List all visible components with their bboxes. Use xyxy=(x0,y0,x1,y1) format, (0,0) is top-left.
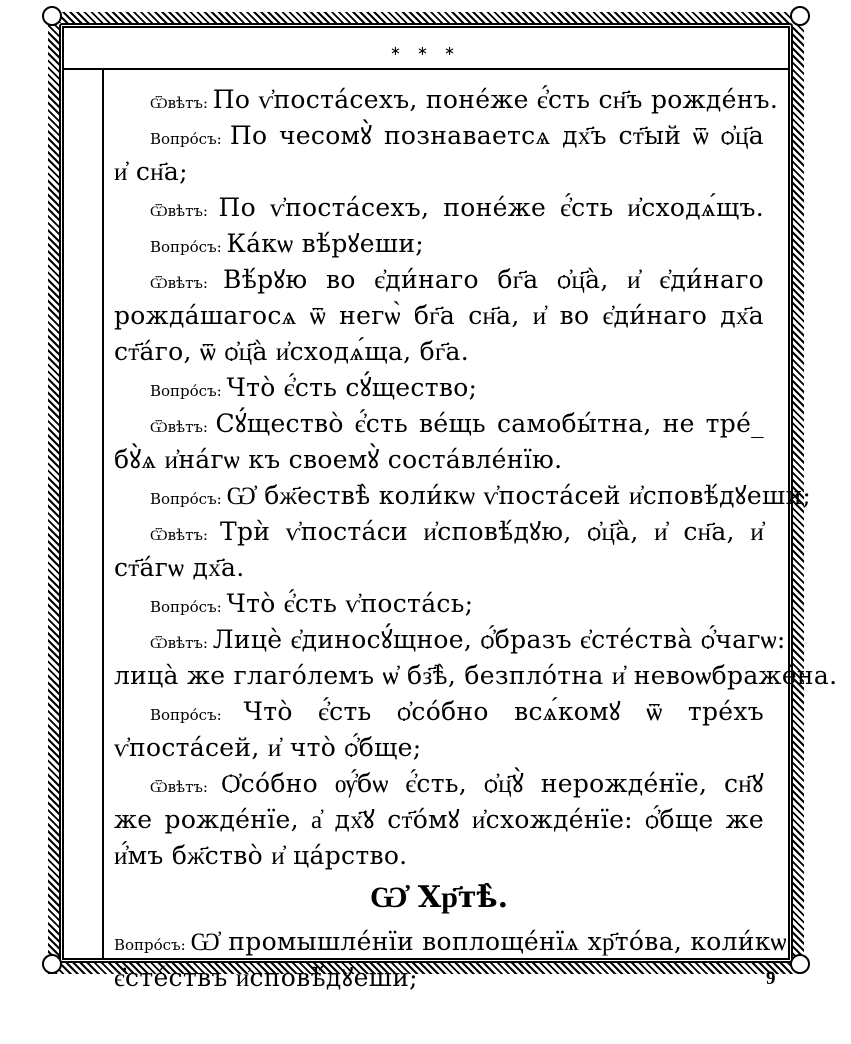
question-label: Вопро́съ: xyxy=(150,706,244,724)
corner-ornament-top-left xyxy=(42,6,62,26)
question-label: Вопро́съ: xyxy=(150,130,230,148)
line-text: є҆сте́ствъ и҆сповѣ́дꙋеши; xyxy=(114,963,418,992)
answer-label: Ѿвѣтъ: xyxy=(150,526,221,544)
line-text: бꙋ̀ѧ и҆на́гѡ къ своемꙋ̀ соста́вле́нїю. xyxy=(114,445,563,474)
text-line xyxy=(114,766,764,802)
line-text: же рожде́нїе, а҆ дх҃ꙋ ст҃о́мꙋ и҆схожде́нїе: ѻ҆́бще же xyxy=(114,805,764,834)
question-label: Вопро́съ: xyxy=(150,238,227,256)
line-text: и҆ сн҃а; xyxy=(114,157,188,186)
line-text: ѵ҆поста́сей, и҆ что̀ ѻ҆́бще; xyxy=(114,733,422,762)
header-rule xyxy=(64,68,788,70)
question-label: Вопро́съ: xyxy=(150,382,227,400)
line-text: Вѣ́рꙋю во є҆ди́наго бг҃а ѻ҆ц҃а̀, и҆ є҆ди́наго xyxy=(223,265,764,294)
text-line xyxy=(114,586,764,622)
text-line xyxy=(114,802,764,838)
line-text: По ѵ҆поста́сехъ, поне́же є҆́сть и҆сходѧ́щъ. xyxy=(218,193,764,222)
line-text: Что̀ є҆́сть ѻ҆со́бно всѧ́комꙋ ѿ тре́хъ xyxy=(243,697,764,726)
line-text: Что̀ є҆́сть ѵ҆поста́сь; xyxy=(226,589,474,618)
text-line xyxy=(114,730,764,766)
text-line xyxy=(114,262,764,298)
line-text: По ѵ҆поста́сехъ, поне́же є҆́сть сн҃ъ рожде́нъ. xyxy=(212,85,779,114)
section-heading: Ѡ҆ Хр҃тѣ̀. xyxy=(369,880,509,915)
corner-ornament-bottom-left xyxy=(42,954,62,974)
catechism-text xyxy=(114,82,838,996)
line-text: лица̀ же глаго́лемъ ѡ҆ бз҃ѣ̀, безпло́тна и҆ невоѡбраже́на. xyxy=(114,661,838,690)
line-text: Ка́кѡ вѣ́рꙋеши; xyxy=(226,229,425,258)
closing-lines xyxy=(114,924,787,996)
text-line xyxy=(114,658,838,694)
answer-label: Ѿвѣтъ: xyxy=(150,634,213,652)
line-text: Сꙋ́щество̀ є҆́сть ве́щь самобы́тна, не тре́_ xyxy=(215,409,764,438)
text-line xyxy=(114,960,764,996)
answer-label: Ѿвѣтъ: xyxy=(150,274,224,292)
text-line xyxy=(114,298,764,334)
line-text: Трѝ ѵ҆поста́си и҆сповѣ́дꙋю, ѻ҆ц҃а̀, и҆ сн҃а, и҆ xyxy=(220,517,764,546)
question-label: Вопро́съ: xyxy=(150,598,227,616)
text-line xyxy=(114,334,764,370)
text-line xyxy=(114,514,764,550)
dialogue-lines xyxy=(114,82,838,874)
answer-label: Ѿвѣтъ: xyxy=(150,418,216,436)
text-line xyxy=(114,370,764,406)
line-text: Что̀ є҆́сть сꙋ́щество; xyxy=(226,373,478,402)
line-text: Ѡ҆ промышле́нїи воплоще́нїѧ хр҃то́ва, коли́кѡ xyxy=(190,927,787,956)
margin-rule xyxy=(102,68,104,960)
page-number: 9 xyxy=(766,968,776,989)
corner-ornament-top-right xyxy=(790,6,810,26)
answer-label: Ѿвѣтъ: xyxy=(150,778,222,796)
text-line xyxy=(114,82,779,118)
text-line xyxy=(114,154,764,190)
question-label: Вопро́съ: xyxy=(150,490,227,508)
line-text: рожда́шагосѧ ѿ негѡ̀ бг҃а сн҃а, и҆ во є҆ди́наго дх҃а xyxy=(114,301,764,330)
line-text: ст҃а́го, ѿ ѻ҆ц҃а̀ и҆сходѧ́ща, бг҃а. xyxy=(114,337,469,366)
line-text: и҆́мъ бж҃ство̀ и҆ ца́рство. xyxy=(114,841,408,870)
corner-ornament-bottom-right xyxy=(790,954,810,974)
line-text: ст҃а́гѡ дх҃а. xyxy=(114,553,245,582)
line-text: Ѡ҆ бж҃ествѣ̀ коли́кѡ ѵ҆поста́сей и҆сповѣ́дꙋеши; xyxy=(226,481,812,510)
answer-label: Ѿвѣтъ: xyxy=(150,202,219,220)
text-line xyxy=(114,478,812,514)
text-line xyxy=(114,550,764,586)
text-line xyxy=(114,118,764,154)
text-line xyxy=(114,226,764,262)
text-line xyxy=(114,442,764,478)
answer-label: Ѿвѣтъ: xyxy=(150,94,213,112)
text-line xyxy=(114,406,764,442)
line-text: Ѻ҆со́бно ѹ҆́бѡ є҆́сть, ѻ҆ц҃ꙋ̀ нерожде́нїе, сн҃ꙋ xyxy=(221,769,764,798)
question-label: Вопро́съ: xyxy=(114,936,191,954)
text-line xyxy=(114,838,764,874)
text-line xyxy=(114,694,764,730)
header-ornament: ∗ ∗ ∗ xyxy=(390,44,461,59)
text-line xyxy=(114,622,786,658)
line-text: По чесомꙋ̀ познаваетсѧ дх҃ъ ст҃ый ѿ ѻ҆ц҃а xyxy=(229,121,764,150)
text-line xyxy=(114,190,764,226)
line-text: Лицѐ є҆диносꙋ́щное, ѻ҆́бразъ є҆сте́ства̀ ѻ҆́чагѡ: xyxy=(212,625,786,654)
text-line xyxy=(114,924,787,960)
